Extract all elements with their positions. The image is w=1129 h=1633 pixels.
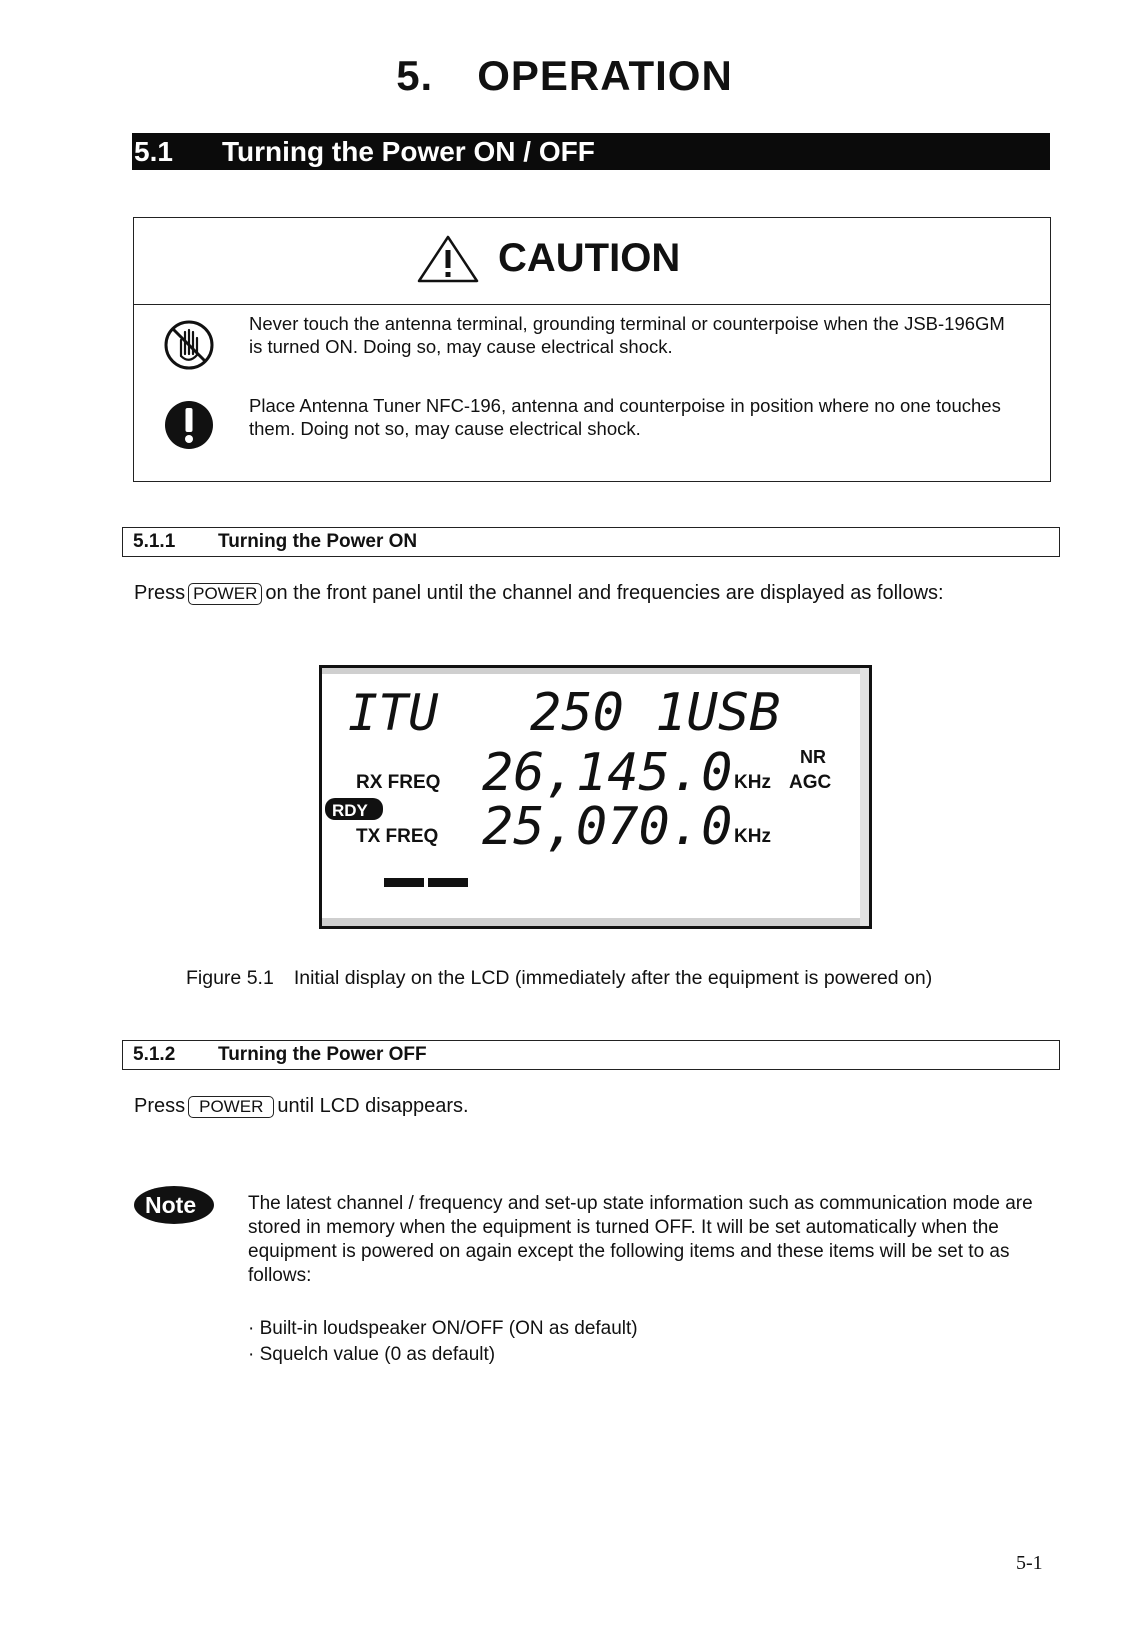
chapter-title-text: OPERATION	[477, 52, 733, 99]
power-key-label: POWER	[188, 1096, 274, 1118]
figure-number: Figure 5.1	[186, 967, 274, 989]
lcd-tx-unit: KHz	[734, 826, 771, 847]
note-badge	[133, 1185, 215, 1230]
mandatory-exclamation-icon	[162, 398, 216, 457]
subsection-header	[122, 1040, 1060, 1070]
lcd-channel: 250 1USB	[530, 683, 781, 743]
note-text: The latest channel / frequency and set-up state information such as communication mode are stored in memory when the equipment is turned OFF. It will be set automatically when the equipment is powered on again except the following items and these items will be set to as follows:	[248, 1193, 1033, 1286]
instruction-text: until LCD disappears.	[277, 1095, 469, 1117]
caution-label: CAUTION	[498, 236, 681, 280]
instruction-paragraph	[134, 582, 944, 605]
note-bullet-list	[248, 1316, 638, 1368]
section-title: Turning the Power ON / OFF	[222, 136, 595, 167]
subsection-title: Turning the Power OFF	[218, 1044, 427, 1065]
lcd-tx-label: TX FREQ	[356, 826, 439, 847]
list-item: · Built-in loudspeaker ON/OFF (ON as default)	[248, 1318, 638, 1339]
note-badge-label: Note	[145, 1192, 197, 1218]
lcd-rx-unit: KHz	[734, 772, 771, 793]
caution-item-text: Never touch the antenna terminal, grounding terminal or counterpoise when the JSB-196GM is turned ON. Doing so, may cause electrical shock.	[249, 313, 1005, 357]
lcd-nr-indicator: NR	[800, 747, 826, 767]
chapter-number: 5.	[396, 52, 434, 99]
subsection-header	[122, 527, 1060, 557]
instruction-text: Press	[134, 582, 186, 604]
instruction-paragraph	[134, 1095, 469, 1118]
caution-box	[133, 217, 1051, 482]
lcd-display	[319, 665, 872, 929]
section-number: 5.1	[134, 136, 173, 167]
lcd-agc-indicator: AGC	[789, 772, 832, 793]
subsection-title: Turning the Power ON	[218, 531, 418, 552]
lcd-rx-label: RX FREQ	[356, 772, 441, 793]
caution-item-text: Place Antenna Tuner NFC-196, antenna and counterpoise in position where no one touches them. Doing not so, may cause electrical shock.	[249, 395, 1001, 439]
chapter-title	[0, 52, 1129, 100]
power-key-label: POWER	[188, 583, 262, 605]
lcd-rx-freq: 26,145.0	[482, 743, 733, 803]
caution-header	[134, 218, 1050, 305]
figure-caption-text: Initial display on the LCD (immediately after the equipment is powered on)	[293, 967, 933, 989]
lcd-rdy-label: RDY	[332, 801, 368, 820]
section-header	[132, 133, 1050, 170]
warning-triangle-icon	[416, 234, 480, 289]
list-item: · Squelch value (0 as default)	[248, 1344, 496, 1365]
no-touch-icon	[162, 318, 216, 377]
subsection-number: 5.1.1	[133, 531, 176, 552]
lcd-mode: ITU	[348, 684, 439, 742]
instruction-text: Press	[134, 1095, 186, 1117]
instruction-text: on the front panel until the channel and frequencies are displayed as follows:	[265, 582, 944, 604]
lcd-signal-segment	[428, 878, 468, 887]
lcd-tx-freq: 25,070.0	[482, 797, 733, 857]
lcd-signal-segment	[384, 878, 424, 887]
figure-caption	[186, 967, 932, 990]
page-number: 5-1	[1016, 1552, 1043, 1574]
subsection-number: 5.1.2	[133, 1044, 176, 1065]
